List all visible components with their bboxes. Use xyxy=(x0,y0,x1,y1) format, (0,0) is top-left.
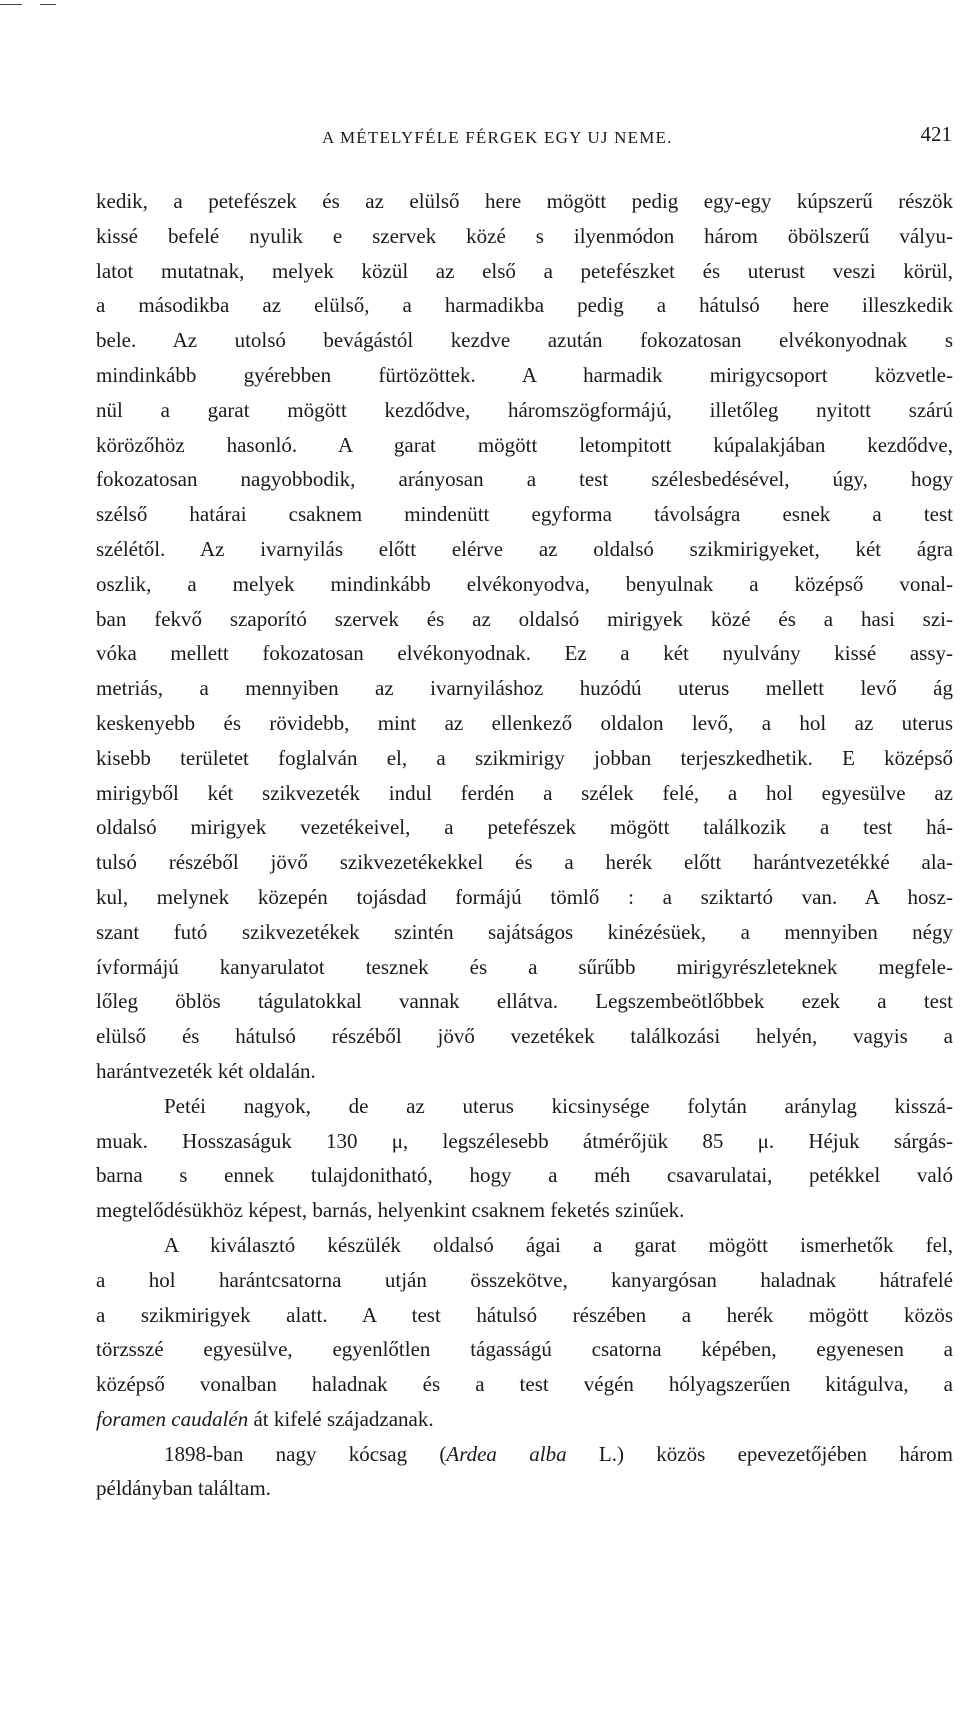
page-header xyxy=(96,118,952,158)
text-line: metriás, a mennyiben az ivarnyiláshoz huzódú uterus mellett levő ág xyxy=(96,676,953,701)
text-line: a hol harántcsatorna utján összekötve, kanyargósan haladnak hátrafelé xyxy=(96,1267,953,1292)
text-line: kisebb területet foglalván el, a szikmirigy jobban terjeszkedhetik. E középső xyxy=(96,745,953,770)
text-segment: L.) közös epevezetőjében három xyxy=(566,1441,953,1466)
text-line: mindinkább gyérebben fürtözöttek. A harmadik mirigycsoport közvetle- xyxy=(96,362,953,387)
text-line: keskenyebb és rövidebb, mint az ellenkező oldalon levő, a hol az uterus xyxy=(96,710,953,735)
text-line: körözőhöz hasonló. A garat mögött letompitott kúpalakjában kezdődve, xyxy=(96,432,953,457)
text-line: ban fekvő szaporító szervek és az oldalsó mirigyek közé és a hasi szi- xyxy=(96,606,953,631)
text-line: kul, melynek közepén tojásdad formájú tömlő : a sziktartó van. A hosz- xyxy=(96,884,953,909)
text-line: megtelődésükhöz képest, barnás, helyenkint csaknem feketés szinűek. xyxy=(96,1198,685,1223)
text-line: muak. Hosszaságuk 130 μ, legszélesebb átmérőjük 85 μ. Héjuk sárgás- xyxy=(96,1128,953,1153)
text-line: a szikmirigyek alatt. A test hátulsó részében a herék mögött közös xyxy=(96,1302,953,1327)
text-line: szélső határai csaknem mindenütt egyforma távolságra esnek a test xyxy=(96,502,953,527)
text-segment: át kifelé szájadzanak. xyxy=(248,1406,434,1431)
page-number: 421 xyxy=(920,122,952,146)
text-line xyxy=(96,1437,953,1472)
text-line: kissé befelé nyulik e szervek közé s ilyenmódon három öbölszerű vályu- xyxy=(96,223,953,248)
text-line: a másodikba az elülső, a harmadikba pedig a hátulsó here illeszkedik xyxy=(96,293,953,318)
body-text xyxy=(96,184,953,1506)
text-line: Petéi nagyok, de az uterus kicsinysége folytán aránylag kisszá- xyxy=(164,1093,953,1118)
text-line: bele. Az utolsó bevágástól kezdve azután fokozatosan elvékonyodnak s xyxy=(96,328,953,353)
text-segment: 1898-ban nagy kócsag ( xyxy=(164,1441,447,1466)
text-line: ívformájú kanyarulatot tesznek és a sűrűbb mirigyrészleteknek megfele- xyxy=(96,954,953,979)
text-line: szant futó szikvezetékek szintén sajátságos kinézésüek, a mennyiben négy xyxy=(96,919,953,944)
scan-mark xyxy=(0,4,22,5)
text-line: vóka mellett fokozatosan elvékonyodnak. Ez a két nyulvány kissé assy- xyxy=(96,641,953,666)
text-line: latot mutatnak, melyek közül az első a petefészket és uterust veszi körül, xyxy=(96,258,953,283)
text-line: harántvezeték két oldalán. xyxy=(96,1058,316,1083)
text-line: szélétől. Az ivarnyilás előtt elérve az oldalsó szikmirigyeket, két ágra xyxy=(96,536,953,561)
scan-mark xyxy=(40,4,56,5)
text-line: oszlik, a melyek mindinkább elvékonyodva, benyulnak a középső vonal- xyxy=(96,571,953,596)
italic-term: Ardea alba xyxy=(446,1441,567,1466)
text-line: mirigyből két szikvezeték indul ferdén a szélek felé, a hol egyesülve az xyxy=(96,780,953,805)
running-title: A MÉTELYFÉLE FÉRGEK EGY UJ NEME. xyxy=(322,128,673,147)
text-line: kedik, a petefészek és az elülső here mögött pedig egy-egy kúpszerű részök xyxy=(96,189,953,213)
text-line: fokozatosan nagyobbodik, arányosan a test szélesbedésével, úgy, hogy xyxy=(96,467,953,492)
text-line: A kiválasztó készülék oldalsó ágai a garat mögött ismerhetők fel, xyxy=(164,1232,953,1257)
text-line: tulsó részéből jövő szikvezetékekkel és a herék előtt harántvezetékké ala- xyxy=(96,850,953,875)
text-line: elülső és hátulsó részéből jövő vezetékek találkozási helyén, vagyis a xyxy=(96,1024,953,1049)
text-line: példányban találtam. xyxy=(96,1476,271,1501)
text-line: középső vonalban haladnak és a test végén hólyagszerűen kitágulva, a xyxy=(96,1372,953,1397)
text-line: lőleg öblös tágulatokkal vannak ellátva. Legszembeötlőbbek ezek a test xyxy=(96,989,953,1014)
text-line: nül a garat mögött kezdődve, háromszögformájú, illetőleg nyitott szárú xyxy=(96,397,953,422)
text-line: barna s ennek tulajdonitható, hogy a méh csavarulatai, petékkel való xyxy=(96,1163,953,1188)
text-line xyxy=(96,1402,953,1437)
text-line: oldalsó mirigyek vezetékeivel, a petefészek mögött találkozik a test há- xyxy=(96,815,953,840)
italic-term: foramen caudalén xyxy=(96,1406,249,1431)
text-line: törzsszé egyesülve, egyenlőtlen tágasságú csatorna képében, egyenesen a xyxy=(96,1337,953,1362)
